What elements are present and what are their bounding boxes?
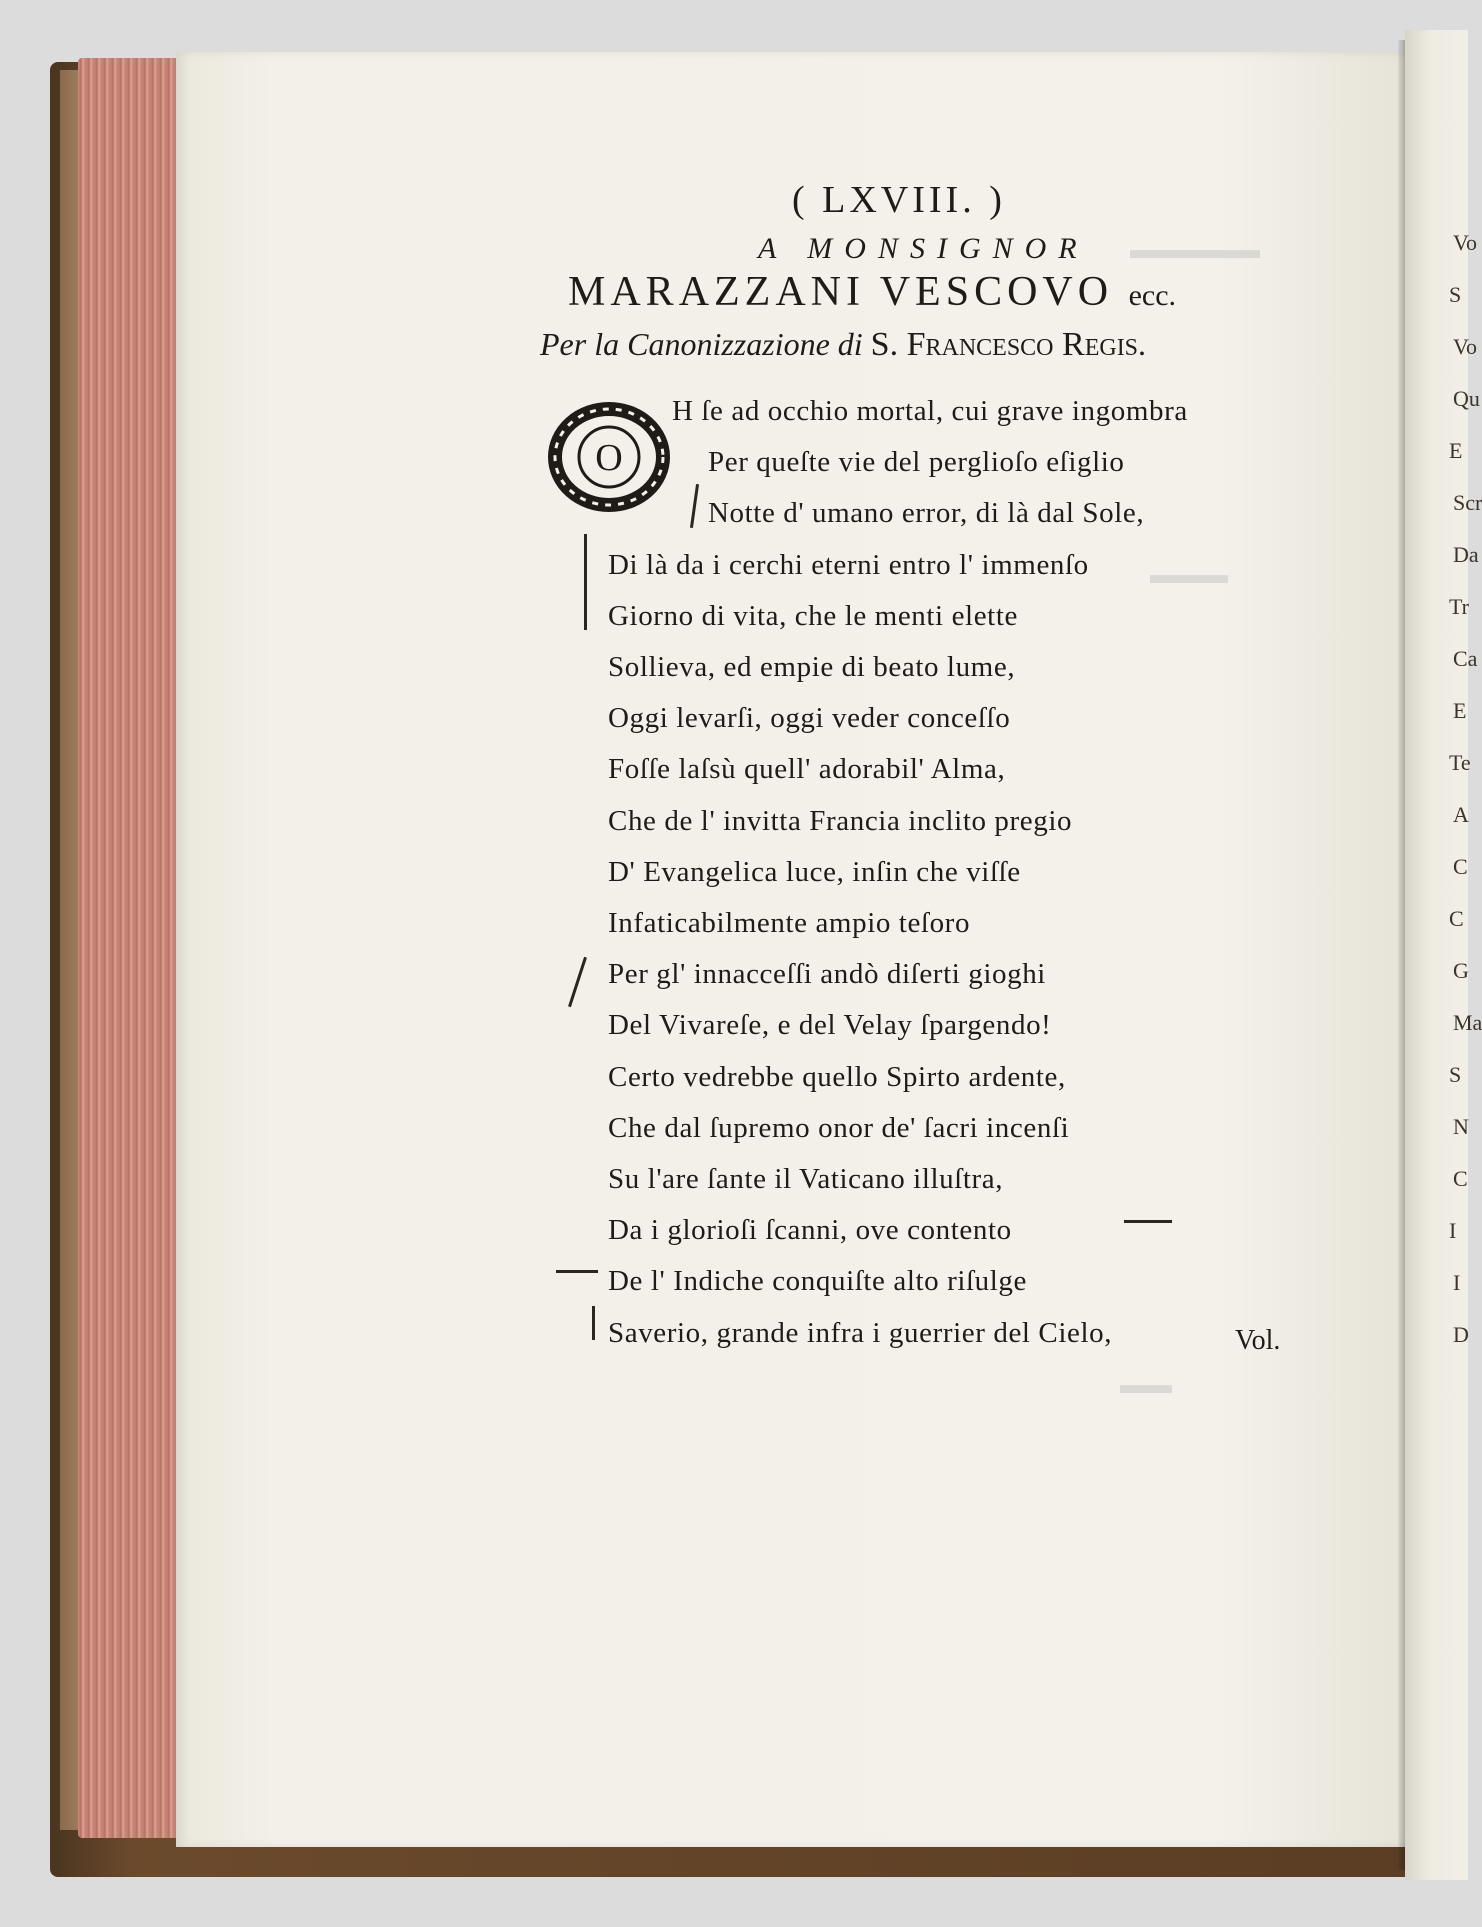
facing-page-fragment: Vo: [1453, 230, 1478, 255]
poem-line: Che de l' invitta Francia inclito pregio: [608, 804, 1073, 837]
dedicatee-name-text: MARAZZANI VESCOVO: [568, 269, 1114, 315]
facing-page-fragment: Vo: [1453, 334, 1478, 359]
poem-line: Notte d' umano error, di là dal Sole,: [708, 497, 1145, 530]
poem-subtitle: Per la Canonizzazione di S. Francesco Regis.: [540, 326, 1147, 363]
poem-line: Foſſe laſsù quell' adorabil' Alma,: [608, 753, 1006, 786]
facing-page-fragment: G: [1453, 958, 1469, 983]
poem-line: Da i glorioſi ſcanni, ove contento: [608, 1214, 1012, 1247]
pencil-bracket-mark: [592, 1306, 595, 1340]
decorated-initial: [548, 404, 670, 510]
poem-line: Certo vedrebbe quello Spirto ardente,: [608, 1060, 1066, 1093]
facing-page: [1405, 30, 1482, 1880]
facing-page-fragment: Scr: [1453, 490, 1482, 515]
drop-cap-letter: O: [595, 437, 623, 479]
facing-page-fragment: Tr: [1449, 594, 1469, 619]
poem-line: Per queſte vie del perglioſo eſiglio: [708, 446, 1125, 479]
dedicatee-suffix: ecc.: [1128, 279, 1177, 312]
dedicatee-name: [568, 268, 1176, 316]
show-through-text: ▬▬▬: [1150, 560, 1228, 589]
facing-page-fragment: Ca: [1453, 646, 1478, 671]
facing-page-fragment: D: [1453, 1322, 1469, 1347]
poem-line: Per gl' innacceſſi andò diſerti gioghi: [608, 958, 1046, 991]
poem-line: D' Evangelica luce, inſin che viſſe: [608, 855, 1021, 888]
facing-page-fragment: Qu: [1453, 386, 1480, 411]
facing-page-fragment: S: [1449, 282, 1462, 307]
page-fore-edge: [78, 58, 188, 1838]
facing-page-fragment: C: [1453, 854, 1468, 879]
show-through-text: ▬▬▬▬▬: [1130, 235, 1260, 264]
facing-page-fragment: C: [1449, 906, 1464, 931]
poem-line: De l' Indiche conquiſte alto riſulge: [608, 1265, 1028, 1298]
facing-page-fragment: C: [1453, 1166, 1468, 1191]
facing-page-fragment: Te: [1449, 750, 1471, 775]
dedication-line: A MONSIGNOR: [758, 232, 1089, 265]
facing-page-fragment: N: [1453, 1114, 1469, 1139]
facing-page-fragment: Da: [1453, 542, 1479, 567]
poem-line: H ſe ad occhio mortal, cui grave ingombra: [672, 395, 1188, 427]
poem-line: Giorno di vita, che le menti elette: [608, 599, 1018, 632]
pencil-bracket-mark: [584, 534, 587, 630]
poem-line: Infaticabilmente ampio teſoro: [608, 907, 971, 939]
facing-page-fragment: S: [1449, 1062, 1462, 1087]
facing-page-fragment: Ma: [1453, 1010, 1482, 1035]
facing-page-fragment: E: [1453, 698, 1467, 723]
facing-page-fragment: I: [1453, 1270, 1461, 1295]
poem-line: Sollieva, ed empie di beato lume,: [608, 651, 1016, 683]
poem-line: Del Vivareſe, e del Velay ſpargendo!: [608, 1009, 1052, 1042]
subtitle-italic: Per la Canonizzazione di: [540, 326, 863, 362]
poem-line: Oggi levarſi, oggi veder conceſſo: [608, 702, 1011, 735]
subtitle-saint: S. Francesco Regis: [870, 326, 1139, 363]
poem-line: Su l'are ſante il Vaticano illuſtra,: [608, 1163, 1004, 1195]
facing-page-fragment: E: [1449, 438, 1463, 463]
poem-line: Che dal ſupremo onor de' ſacri incenſi: [608, 1111, 1070, 1144]
facing-page-fragment: A: [1453, 802, 1469, 827]
poem-line: Saverio, grande infra i guerrier del Cielo,: [608, 1316, 1113, 1349]
poem-line: Di là da i cerchi eterni entro l' immenſo: [608, 548, 1089, 581]
page-number-heading: ( LXVIII. ): [792, 179, 1006, 221]
book-page: [176, 52, 1406, 1847]
facing-page-fragment: I: [1449, 1218, 1457, 1243]
catchword: Vol.: [1235, 1325, 1281, 1356]
show-through-text: ▬▬: [1120, 1370, 1172, 1399]
pencil-dash-mark: [556, 1270, 598, 1273]
pencil-dash-mark: [1124, 1220, 1172, 1223]
